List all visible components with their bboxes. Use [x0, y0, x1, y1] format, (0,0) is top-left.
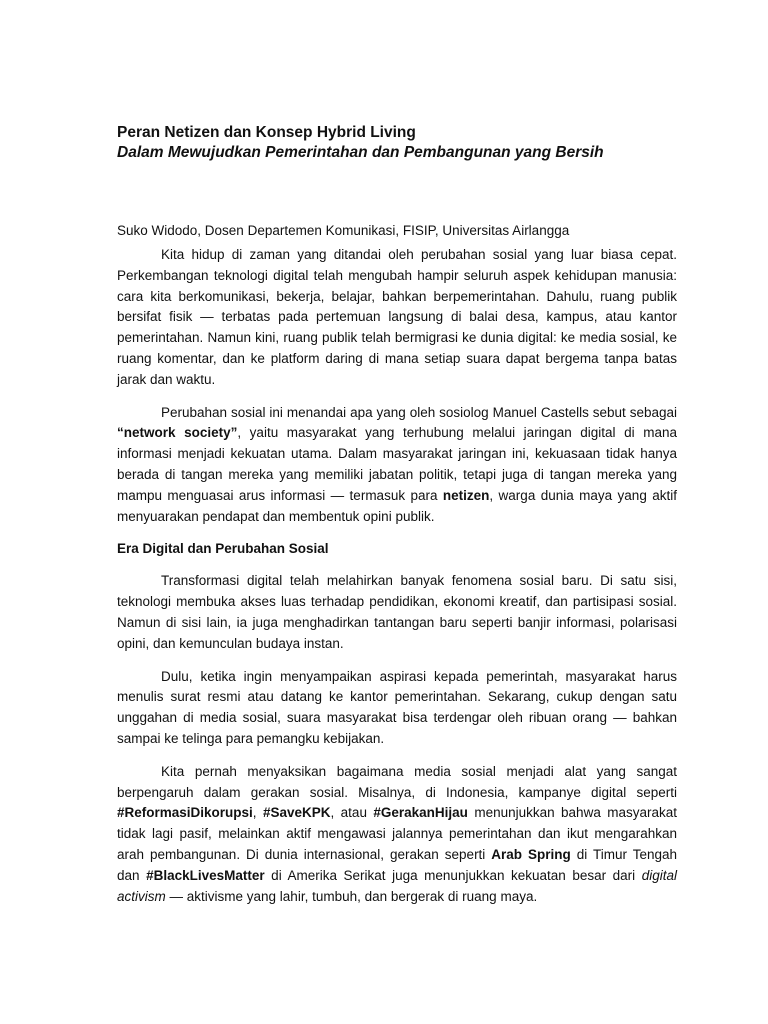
- paragraph-5: [117, 762, 677, 908]
- hashtag-save-kpk: #SaveKPK: [262, 805, 331, 821]
- paragraph-5-text-6: di Amerika Serikat juga menunjukkan kekuatan besar dari: [264, 867, 642, 883]
- paragraph-2: [117, 403, 677, 528]
- paragraph-2-text-2: , yaitu masyarakat yang terhubung melalui jaringan digital di mana informasi menjadi kekuatan utama. Dalam masyarakat jaringan ini, kekuasaan tidak hanya berada di tangan mereka yang memiliki jabatan politik, tetapi juga di tangan mereka yang mampu menguasai arus informasi — termasuk para: [117, 425, 677, 503]
- hashtag-gerakan-hijau: #GerakanHijau: [373, 805, 468, 821]
- document-title: Peran Netizen dan Konsep Hybrid Living: [117, 124, 416, 141]
- author-line: Suko Widodo, Dosen Departemen Komunikasi, FISIP, Universitas Airlangga: [117, 223, 570, 238]
- paragraph-2-text-1: Perubahan sosial ini menandai apa yang oleh sosiolog Manuel Castells sebut sebagai: [161, 404, 677, 420]
- paragraph-5-text-2: ,: [252, 805, 263, 821]
- paragraph-2-text-3: , warga dunia maya yang aktif menyuarakan pendapat dan membentuk opini publik.: [117, 487, 677, 524]
- section-heading: Era Digital dan Perubahan Sosial: [117, 541, 329, 557]
- arab-spring-term: Arab Spring: [491, 846, 571, 862]
- paragraph-5-text-4: menunjukkan bahwa masyarakat tidak lagi pasif, melainkan aktif mengawasi jalannya pemerintahan dan ikut mengarahkan arah pembangunan. Di dunia internasional, gerakan seperti: [117, 805, 678, 862]
- hashtag-black-lives-matter: #BlackLivesMatter: [146, 867, 265, 883]
- paragraph-3: Transformasi digital telah melahirkan banyak fenomena sosial baru. Di satu sisi, teknologi membuka akses luas terhadap pendidikan, ekonomi kreatif, dan partisipasi sosial. Namun di sisi lain, ia juga menghadirkan tantangan baru seperti banjir informasi, polarisasi opini, dan kemunculan budaya instan.: [117, 573, 677, 651]
- paragraph-5-text-3: , atau: [330, 805, 374, 821]
- digital-activism-term: digital activism: [117, 867, 677, 904]
- document-page: [117, 123, 677, 919]
- paragraph-4: Dulu, ketika ingin menyampaikan aspirasi kepada pemerintah, masyarakat harus menulis surat resmi atau datang ke kantor pemerintahan. Sekarang, cukup dengan satu unggahan di media sosial, suara masyarakat bisa terdengar oleh ribuan orang — bahkan sampai ke telinga para pemangku kebijakan.: [117, 668, 677, 746]
- paragraph-1: Kita hidup di zaman yang ditandai oleh perubahan sosial yang luar biasa cepat. Perkembangan teknologi digital telah mengubah hampir seluruh aspek kehidupan manusia: cara kita berkomunikasi, bekerja, belajar, bahkan berpemerintahan. Dahulu, ruang publik bersifat fisik — terbatas pada pertemuan langsung di balai desa, kampus, atau kantor pemerintahan. Namun kini, ruang publik telah bermigrasi ke dunia digital: ke media sosial, ke ruang komentar, dan ke platform daring di mana setiap suara dapat bergema tanpa batas jarak dan waktu.: [117, 247, 677, 387]
- network-society-term: “network society”: [117, 425, 238, 441]
- netizen-term: netizen: [442, 487, 490, 503]
- paragraph-5-text-5: di Timur Tengah dan: [117, 846, 677, 883]
- document-subtitle: Dalam Mewujudkan Pemerintahan dan Pembangunan yang Bersih: [117, 144, 604, 161]
- paragraph-5-text-7: — aktivisme yang lahir, tumbuh, dan bergerak di ruang maya.: [165, 888, 538, 904]
- hashtag-reformasi-dikorupsi: #ReformasiDikorupsi: [117, 805, 253, 821]
- paragraph-5-text-1: Kita pernah menyaksikan bagaimana media sosial menjadi alat yang sangat berpengaruh dalam gerakan sosial. Misalnya, di Indonesia, kampanye digital seperti: [117, 763, 677, 800]
